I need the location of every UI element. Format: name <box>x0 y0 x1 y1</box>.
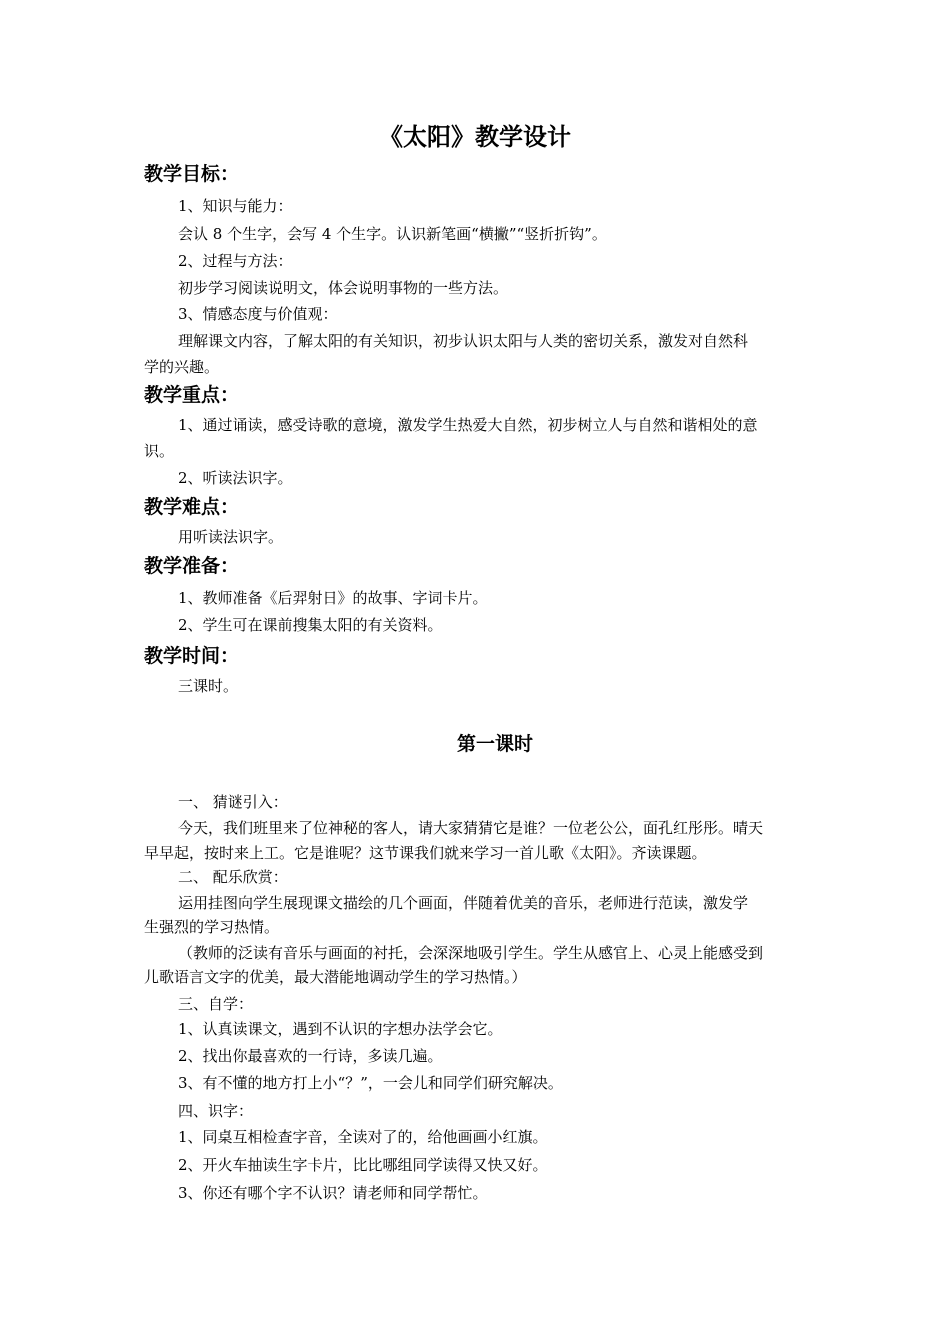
section-1-label: 一、 猜谜引入： <box>178 793 288 811</box>
section-2-note-line1: （教师的泛读有音乐与画面的衬托，会深深地吸引学生。学生从感官上、心灵上能感受到 <box>178 944 764 962</box>
emotion-text-line1: 理解课文内容，了解太阳的有关知识，初步认识太阳与人类的密切关系，激发对自然科 <box>178 332 749 350</box>
time-text: 三课时。 <box>178 677 239 695</box>
process-text: 初步学习阅读说明文，体会说明事物的一些方法。 <box>178 279 509 297</box>
key-point-2: 2、听读法识字。 <box>178 469 293 487</box>
section-4-item-3: 3、你还有哪个字不认识？请老师和同学帮忙。 <box>178 1184 488 1202</box>
section-4-item-1: 1、同桌互相检查字音，全读对了的，给他画画小红旗。 <box>178 1128 548 1146</box>
section-1-text-line2: 早早起，按时来上工。它是谁呢？这节课我们就来学习一首儿歌《太阳》。齐读课题。 <box>144 844 707 862</box>
section-4-label: 四、识字： <box>178 1102 254 1120</box>
section-1-text-line1: 今天，我们班里来了位神秘的客人，请大家猜猜它是谁？一位老公公，面孔红彤彤。晴天 <box>178 819 764 837</box>
emotion-label: 3、情感态度与价值观： <box>178 305 338 323</box>
knowledge-text: 会认 8 个生字，会写 4 个生字。认识新笔画“横撇”“竖折折钩”。 <box>178 225 607 243</box>
key-point-1-line1: 1、通过诵读，感受诗歌的意境，激发学生热爱大自然，初步树立人与自然和谐相处的意 <box>178 416 758 434</box>
preparation-heading: 教学准备： <box>144 555 240 577</box>
section-3-item-3: 3、有不懂的地方打上小“？”，一会儿和同学们研究解决。 <box>178 1074 563 1092</box>
emotion-text-line2: 学的兴趣。 <box>144 358 220 376</box>
key-point-1-line2: 识。 <box>144 442 175 460</box>
process-label: 2、过程与方法： <box>178 252 293 270</box>
knowledge-label: 1、知识与能力： <box>178 197 293 215</box>
difficulties-text: 用听读法识字。 <box>178 528 284 546</box>
section-3-label: 三、自学： <box>178 995 254 1013</box>
section-2-note-line2: 儿歌语言文字的优美，最大潜能地调动学生的学习热情。） <box>144 968 527 986</box>
section-3-item-2: 2、找出你最喜欢的一行诗，多读几遍。 <box>178 1047 443 1065</box>
section-2-label: 二、 配乐欣赏： <box>178 868 288 886</box>
objectives-heading: 教学目标： <box>144 163 240 185</box>
section-4-item-2: 2、开火车抽读生字卡片，比比哪组同学读得又快又好。 <box>178 1156 548 1174</box>
section-3-item-1: 1、认真读课文，遇到不认识的字想办法学会它。 <box>178 1020 503 1038</box>
time-heading: 教学时间： <box>144 645 240 667</box>
section-2-text-line2: 生强烈的学习热情。 <box>144 918 280 936</box>
key-points-heading: 教学重点： <box>144 384 240 406</box>
difficulties-heading: 教学难点： <box>144 496 240 518</box>
document-title: 《太阳》教学设计 <box>379 122 571 151</box>
preparation-item-2: 2、学生可在课前搜集太阳的有关资料。 <box>178 616 443 634</box>
section-2-text-line1: 运用挂图向学生展现课文描绘的几个画面，伴随着优美的音乐，老师进行范读，激发学 <box>178 894 749 912</box>
lesson-1-heading: 第一课时 <box>456 733 533 755</box>
preparation-item-1: 1、教师准备《后羿射日》的故事、字词卡片。 <box>178 589 488 607</box>
